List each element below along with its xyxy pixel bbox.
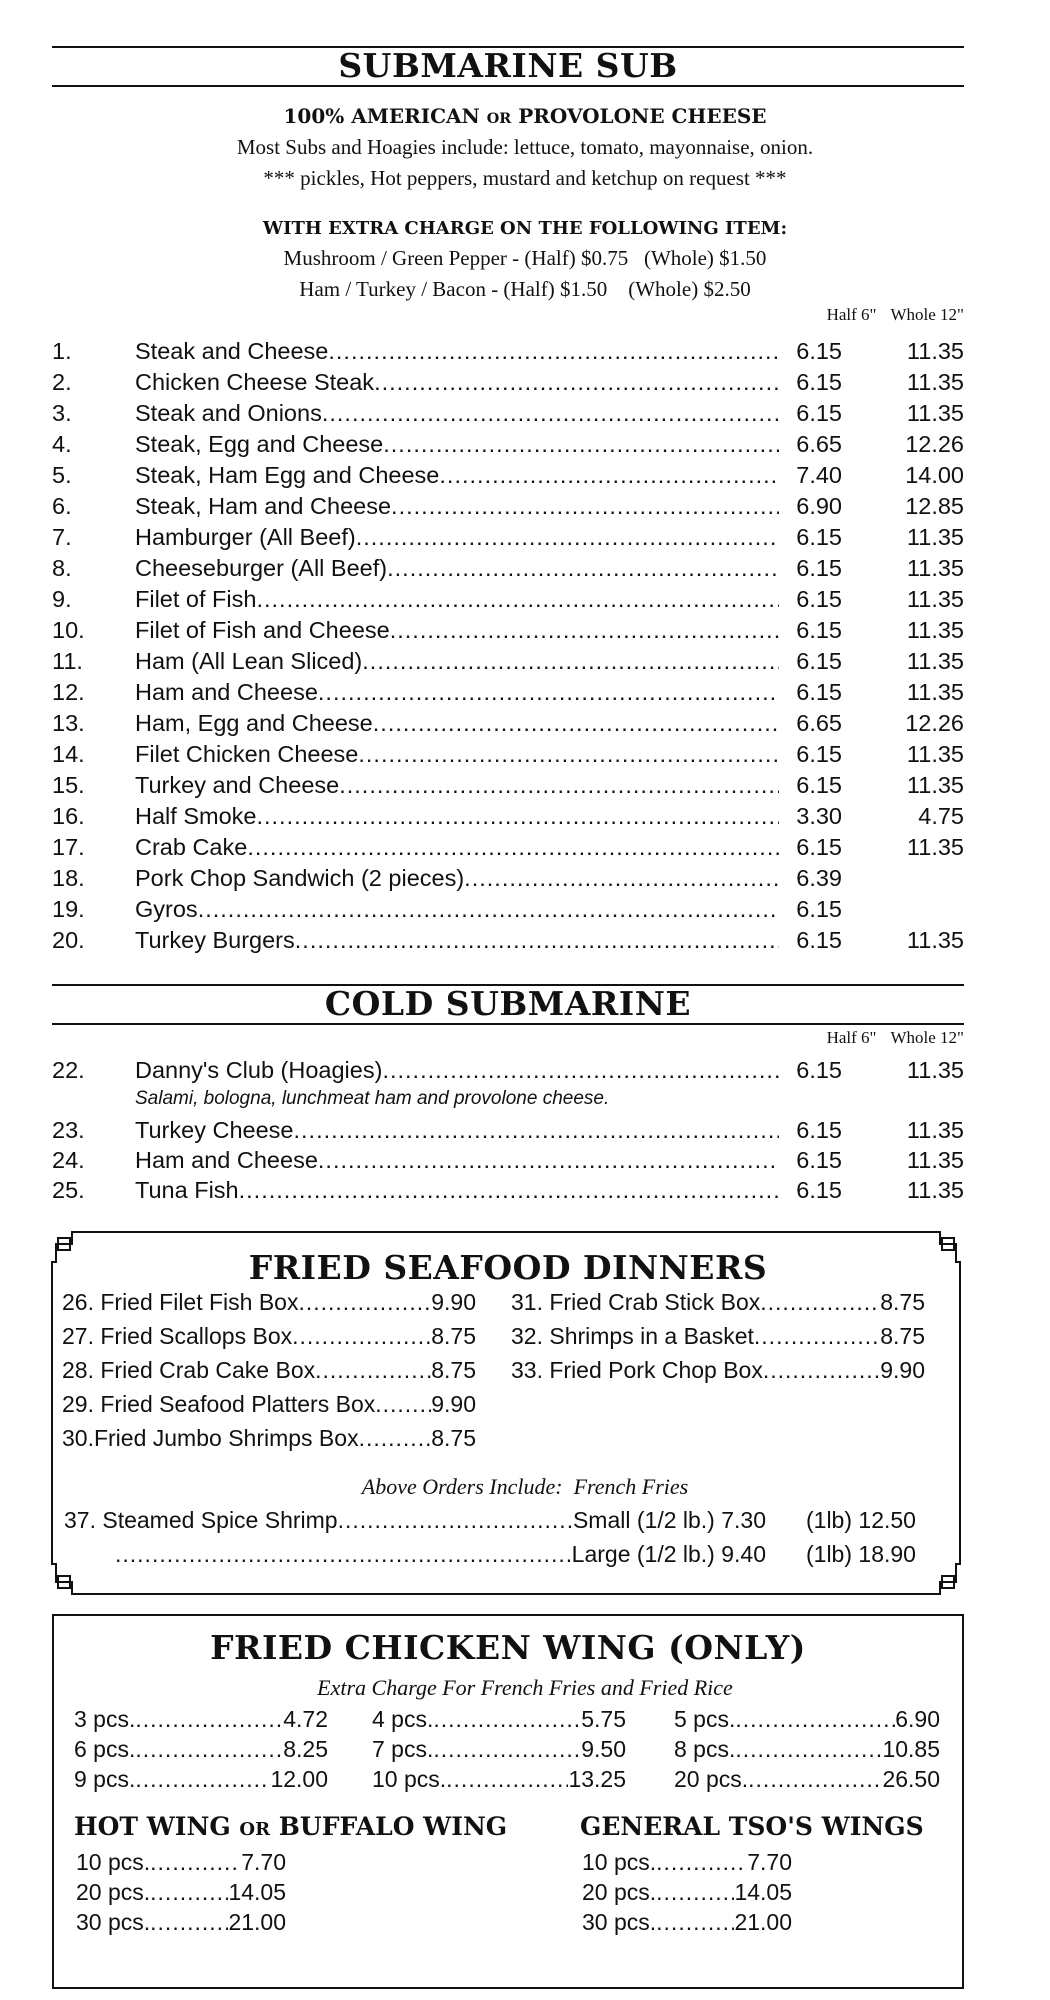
- cheese-line: [0, 104, 1050, 128]
- cheese-american: 100% AMERICAN: [283, 104, 480, 128]
- steamed-shrimp-large-lb: (1lb) 18.90: [806, 1541, 916, 1567]
- extra-charge-title: WITH EXTRA CHARGE ON THE FOLLOWING ITEM:: [262, 218, 788, 239]
- col-half-label: Half 6": [826, 305, 877, 324]
- menu-item: 7. Hamburger (All Beef) ..... 6.15 11.35: [52, 522, 964, 553]
- seafood-item: 33. Fried Pork Chop Box ..... 9.90: [511, 1354, 925, 1386]
- menu-item: 18. Pork Chop Sandwich (2 pieces) ..... 6.39: [52, 863, 964, 894]
- menu-item: 14. Filet Chicken Cheese ..... 6.15 11.35: [52, 739, 964, 770]
- wing-item: 8 pcs. ..... 10.85: [674, 1735, 940, 1764]
- hot-wing-or: OR: [239, 1819, 271, 1840]
- hot-sub-column-heads: [700, 305, 964, 325]
- seafood-item: 27. Fried Scallops Box ..... 8.75: [62, 1320, 476, 1352]
- wing-item: 10 pcs. ..... 7.70: [76, 1848, 286, 1877]
- cheese-provolone: PROVOLONE CHEESE: [518, 104, 767, 128]
- on-request-line: *** pickles, Hot peppers, mustard and ketchup on request ***: [263, 166, 787, 190]
- seafood-item: 29. Fried Seafood Platters Box ..... 9.90: [62, 1388, 476, 1420]
- buffalo-wing-label: BUFFALO WING: [278, 1812, 508, 1841]
- wing-item: 3 pcs. ..... 4.72: [74, 1705, 328, 1734]
- menu-item: 9. Filet of Fish ..... 6.15 11.35: [52, 584, 964, 615]
- wing-item: 10 pcs. ..... 13.25: [372, 1765, 626, 1794]
- menu-item: 5. Steak, Ham Egg and Cheese ..... 7.40 14.00: [52, 460, 964, 491]
- hot-wing-title: [74, 1812, 507, 1841]
- menu-item: 11. Ham (All Lean Sliced) ..... 6.15 11.35: [52, 646, 964, 677]
- seafood-item: 26. Fried Filet Fish Box ..... 9.90: [62, 1286, 476, 1318]
- menu-item: 16. Half Smoke ..... 3.30 4.75: [52, 801, 964, 832]
- menu-item: 6. Steak, Ham and Cheese ..... 6.90 12.85: [52, 491, 964, 522]
- wing-item: 5 pcs. ..... 6.90: [674, 1705, 940, 1734]
- seafood-item: 30.Fried Jumbo Shrimps Box ..... 8.75: [62, 1422, 476, 1454]
- extra-charge-line-1: Mushroom / Green Pepper - (Half) $0.75 (Whole) $1.50: [283, 246, 767, 270]
- menu-item: 23. Turkey Cheese ..... 6.15 11.35: [52, 1115, 964, 1146]
- col-half-label: Half 6": [826, 1028, 877, 1047]
- seafood-title: FRIED SEAFOOD DINNERS: [248, 1248, 768, 1287]
- wing-item: 20 pcs. ..... 14.05: [76, 1878, 286, 1907]
- wing-item: 20 pcs. ..... 14.05: [582, 1878, 792, 1907]
- menu-item: 15. Turkey and Cheese ..... 6.15 11.35: [52, 770, 964, 801]
- menu-item: 8. Cheeseburger (All Beef) ..... 6.15 11.35: [52, 553, 964, 584]
- cold-sub-column-heads: [700, 1028, 964, 1048]
- includes-line: Most Subs and Hoagies include: lettuce, tomato, mayonnaise, onion.: [236, 135, 814, 159]
- wing-item: 9 pcs. ..... 12.00: [74, 1765, 328, 1794]
- col-whole-label: Whole 12": [890, 1028, 964, 1047]
- col-whole-label: Whole 12": [890, 305, 964, 324]
- menu-item: 13. Ham, Egg and Cheese ..... 6.65 12.26: [52, 708, 964, 739]
- steamed-shrimp-small-row: 37. Steamed Spice Shrimp ..... Small (1/2 lb.) 7.30: [64, 1504, 766, 1536]
- wing-item: 10 pcs. ..... 7.70: [582, 1848, 792, 1877]
- seafood-item: 31. Fried Crab Stick Box ..... 8.75: [511, 1286, 925, 1318]
- seafood-include-note: Above Orders Include: French Fries: [361, 1474, 689, 1499]
- menu-item: 24. Ham and Cheese ..... 6.15 11.35: [52, 1145, 964, 1176]
- menu-item: 20. Turkey Burgers ..... 6.15 11.35: [52, 925, 964, 956]
- menu-item: 22. Danny's Club (Hoagies) ..... 6.15 11.35: [52, 1055, 964, 1086]
- cold-sub-title-rule: [52, 1023, 964, 1025]
- steamed-shrimp-large-row: ..... Large (1/2 lb.) 9.40: [115, 1538, 766, 1570]
- menu-item: 25. Tuna Fish ..... 6.15 11.35: [52, 1175, 964, 1206]
- menu-item: 2. Chicken Cheese Steak ..... 6.15 11.35: [52, 367, 964, 398]
- club-description: Salami, bologna, lunchmeat ham and provolone cheese.: [135, 1088, 610, 1109]
- wing-item: 20 pcs. ..... 26.50: [674, 1765, 940, 1794]
- wing-extra-note: Extra Charge For French Fries and Fried Rice: [317, 1675, 733, 1700]
- menu-item: 3. Steak and Onions ..... 6.15 11.35: [52, 398, 964, 429]
- hot-sub-title-rule: [52, 85, 964, 87]
- wing-item: 6 pcs. ..... 8.25: [74, 1735, 328, 1764]
- wing-item: 30 pcs. ..... 21.00: [76, 1908, 286, 1937]
- seafood-item: 32. Shrimps in a Basket ..... 8.75: [511, 1320, 925, 1352]
- steamed-shrimp-small-lb: (1lb) 12.50: [806, 1507, 916, 1533]
- cold-sub-title: COLD SUBMARINE: [324, 984, 692, 1023]
- menu-item: 17. Crab Cake ..... 6.15 11.35: [52, 832, 964, 863]
- extra-charge-line-2: Ham / Turkey / Bacon - (Half) $1.50 (Whole) $2.50: [299, 277, 751, 301]
- wing-title: FRIED CHICKEN WING (ONLY): [210, 1628, 806, 1667]
- seafood-item: 28. Fried Crab Cake Box ..... 8.75: [62, 1354, 476, 1386]
- hot-sub-title: SUBMARINE SUB: [338, 46, 678, 85]
- menu-item: 4. Steak, Egg and Cheese ..... 6.65 12.26: [52, 429, 964, 460]
- menu-item: 19. Gyros ..... 6.15: [52, 894, 964, 925]
- cheese-or: OR: [486, 110, 512, 127]
- wing-item: 7 pcs. ..... 9.50: [372, 1735, 626, 1764]
- general-tso-title: GENERAL TSO'S WINGS: [580, 1812, 924, 1841]
- hot-wing-label: HOT WING: [74, 1812, 231, 1841]
- menu-item: 1. Steak and Cheese ..... 6.15 11.35: [52, 336, 964, 367]
- menu-item: 10. Filet of Fish and Cheese ..... 6.15 11.35: [52, 615, 964, 646]
- wing-item: 30 pcs. ..... 21.00: [582, 1908, 792, 1937]
- wing-item: 4 pcs. ..... 5.75: [372, 1705, 626, 1734]
- menu-item: 12. Ham and Cheese ..... 6.15 11.35: [52, 677, 964, 708]
